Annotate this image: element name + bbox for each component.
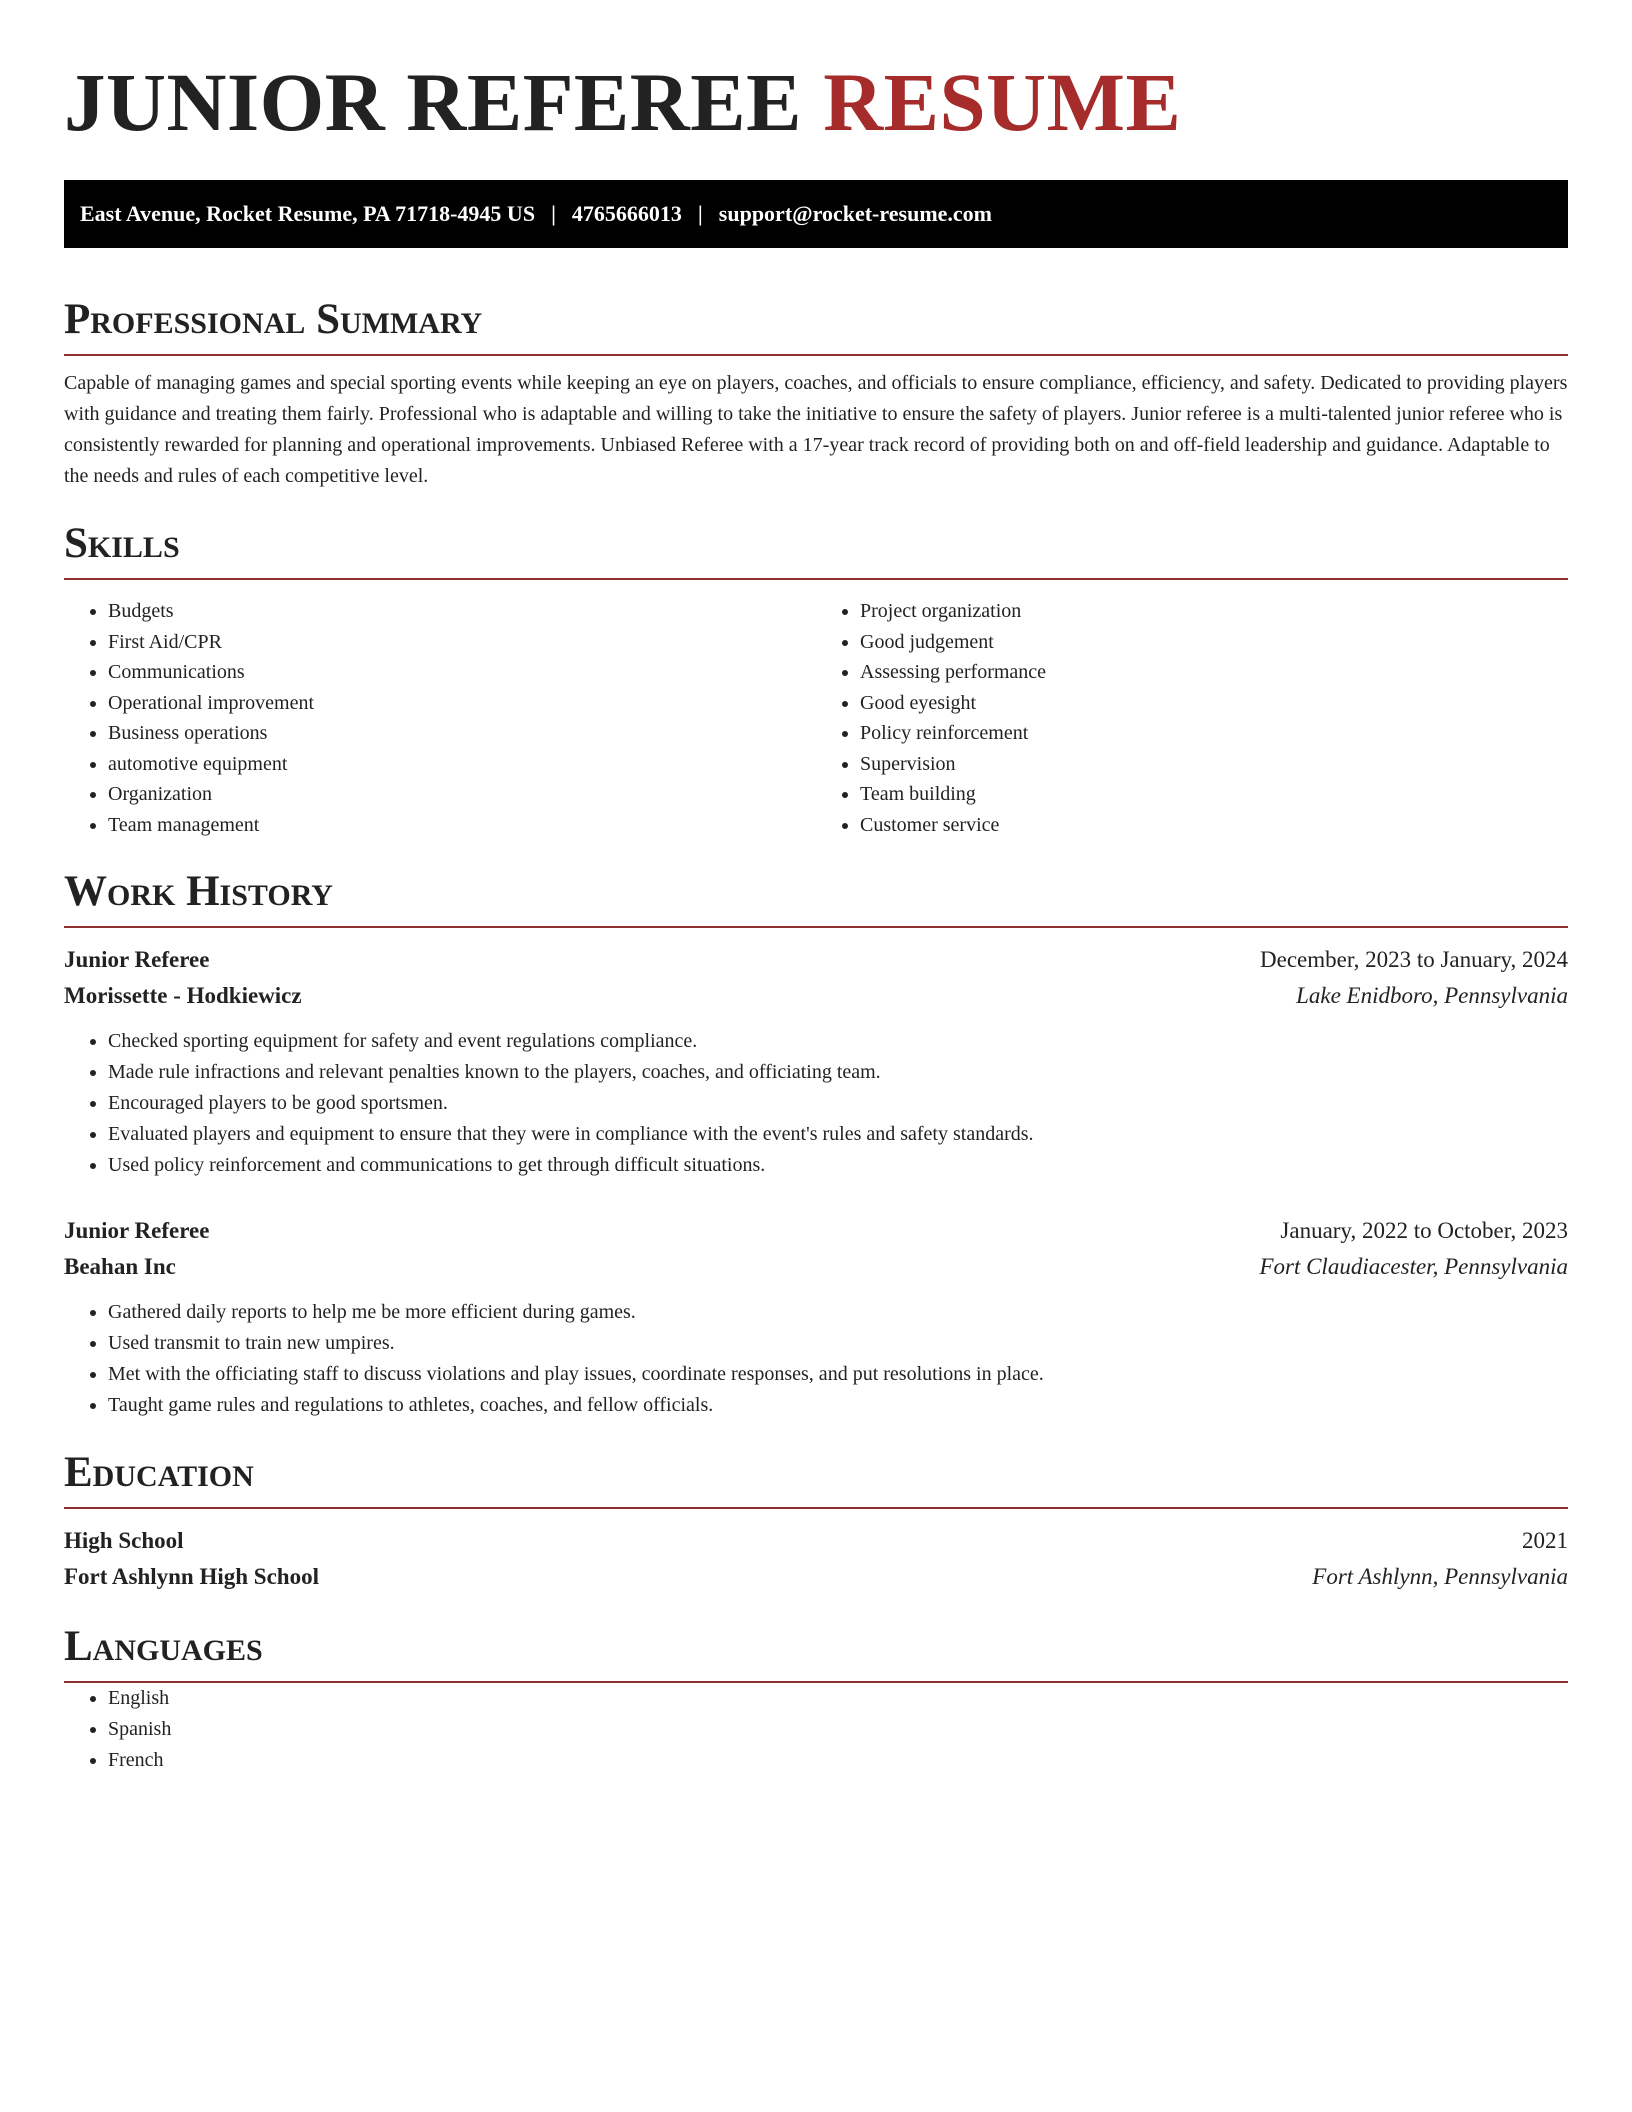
job-duties — [64, 1026, 1568, 1181]
job-duty: • Made rule infractions and relevant penalties known to the players, coaches, and officiating team. — [108, 1057, 1568, 1088]
skills-grid — [64, 596, 1568, 840]
job-company-row — [64, 1249, 1568, 1285]
job-company: Beahan Inc — [64, 1254, 176, 1279]
education-header-row — [64, 1523, 1568, 1559]
education-school: Fort Ashlynn High School — [64, 1564, 319, 1589]
job-duty: • Taught game rules and regulations to athletes, coaches, and fellow officials. — [108, 1390, 1568, 1421]
skill-item: • Team management — [108, 810, 816, 841]
education-degree: High School — [64, 1528, 184, 1553]
education-entry — [64, 1523, 1568, 1595]
job-entry — [64, 1213, 1568, 1421]
job-location: Fort Claudiacester, Pennsylvania — [1259, 1254, 1568, 1279]
job-duty: • Evaluated players and equipment to ensure that they were in compliance with the event's rules and safety standards. — [108, 1119, 1568, 1150]
job-duty: • Checked sporting equipment for safety and event regulations compliance. — [108, 1026, 1568, 1057]
skill-item: • Business operations — [108, 718, 816, 749]
skills-list-left — [64, 596, 816, 840]
job-dates: December, 2023 to January, 2024 — [1260, 947, 1568, 972]
skill-item: • Operational improvement — [108, 688, 816, 719]
skill-item: • Supervision — [860, 749, 1568, 780]
language-item: • French — [108, 1745, 1568, 1776]
job-dates: January, 2022 to October, 2023 — [1280, 1218, 1568, 1243]
skill-item: • Policy reinforcement — [860, 718, 1568, 749]
job-duty: • Met with the officiating staff to discuss violations and play issues, coordinate responses, and put resolutions in place. — [108, 1359, 1568, 1390]
skill-item: • Budgets — [108, 596, 816, 627]
summary-text: Capable of managing games and special sporting events while keeping an eye on players, coaches, and officials to ensure compliance, efficiency, and safety. Dedicated to providing players with guidance and treating them fairly. Professional who is adaptable and willing to take the initiative to ensure the safety of players. Junior referee is a multi-talented junior referee who is consistently rewarded for planning and operational improvements. Unbiased Referee with a 17-year track record of providing both on and off-field leadership and guidance. Adaptable to the needs and rules of each competitive level. — [64, 372, 1568, 487]
skill-item: • Project organization — [860, 596, 1568, 627]
skills-list-right — [816, 596, 1568, 840]
job-company-row — [64, 978, 1568, 1014]
separator: | — [551, 201, 556, 226]
skill-item: • Team building — [860, 779, 1568, 810]
email: support@rocket-resume.com — [718, 201, 992, 226]
job-duty: • Encouraged players to be good sportsmen. — [108, 1088, 1568, 1119]
education-location: Fort Ashlynn, Pennsylvania — [1312, 1564, 1568, 1589]
skills-column-right — [816, 596, 1568, 840]
job-header-row — [64, 942, 1568, 978]
title-accent: RESUME — [823, 56, 1182, 148]
skill-item: • First Aid/CPR — [108, 627, 816, 658]
contact-bar — [64, 180, 1568, 248]
skill-item: • Good eyesight — [860, 688, 1568, 719]
skill-item: • Good judgement — [860, 627, 1568, 658]
skill-item: • automotive equipment — [108, 749, 816, 780]
job-duty: • Used policy reinforcement and communications to get through difficult situations. — [108, 1150, 1568, 1181]
summary-heading: Professional Summary — [64, 296, 1568, 356]
languages-list — [64, 1683, 1568, 1776]
job-duties — [64, 1297, 1568, 1421]
skills-column-left — [64, 596, 816, 840]
skills-heading: Skills — [64, 520, 1568, 580]
language-item: • Spanish — [108, 1714, 1568, 1745]
resume-title — [64, 52, 1568, 152]
education-heading: Education — [64, 1449, 1568, 1509]
title-main: JUNIOR REFEREE — [64, 56, 802, 148]
education-school-row — [64, 1559, 1568, 1595]
job-company: Morissette - Hodkiewicz — [64, 983, 302, 1008]
work-history-heading: Work History — [64, 868, 1568, 928]
job-location: Lake Enidboro, Pennsylvania — [1296, 983, 1568, 1008]
job-title: Junior Referee — [64, 947, 210, 972]
job-title: Junior Referee — [64, 1218, 210, 1243]
address: East Avenue, Rocket Resume, PA 71718-4945 US — [80, 201, 536, 226]
skill-item: • Customer service — [860, 810, 1568, 841]
separator: | — [697, 201, 703, 226]
job-duty: • Used transmit to train new umpires. — [108, 1328, 1568, 1359]
education-year: 2021 — [1522, 1528, 1568, 1553]
job-duty: • Gathered daily reports to help me be more efficient during games. — [108, 1297, 1568, 1328]
skill-item: • Communications — [108, 657, 816, 688]
phone: 4765666013 — [571, 201, 682, 226]
languages-heading: Languages — [64, 1623, 1568, 1683]
language-item: • English — [108, 1683, 1568, 1714]
job-header-row — [64, 1213, 1568, 1249]
skill-item: • Organization — [108, 779, 816, 810]
skill-item: • Assessing performance — [860, 657, 1568, 688]
job-entry — [64, 942, 1568, 1181]
